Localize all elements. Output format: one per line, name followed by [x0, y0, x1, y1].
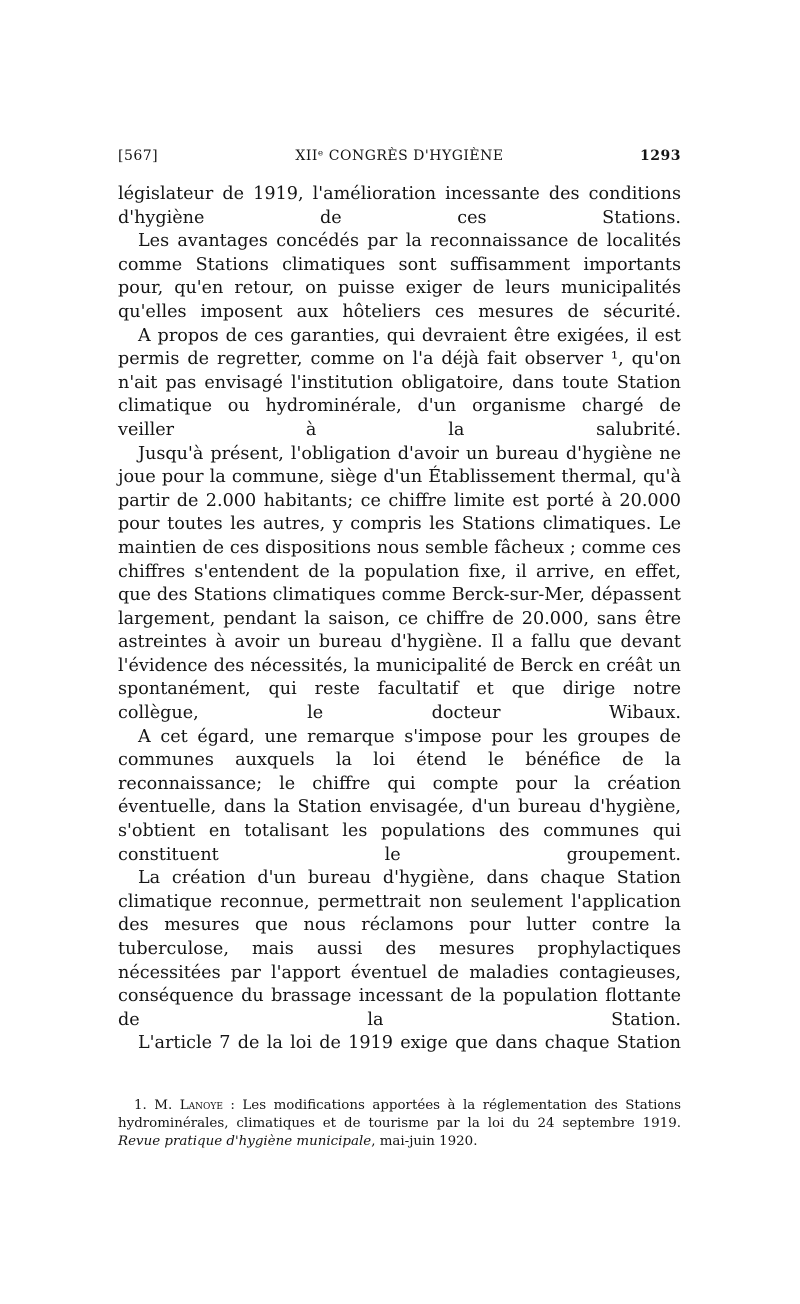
- footnote: [118, 1097, 681, 1151]
- body-text: [118, 183, 681, 1056]
- paragraph: Les avantages concédés par la reconnaissance de localités comme Stations climatiques sont suffisamment importants pour, qu'en retour, on puisse exiger de leurs municipalités qu'elles imposent aux hôteliers ces mesures de sécurité.: [118, 231, 681, 322]
- paragraph: A propos de ces garanties, qui devraient être exigées, il est permis de regretter, comme on l'a déjà fait observer ¹, qu'on n'ait pas envisagé l'institution obligatoire, dans toute Station climatique ou hydrominérale, d'un organisme chargé de veiller à la salubrité.: [118, 325, 681, 440]
- paragraph-continued: législateur de 1919, l'amélioration incessante des conditions d'hygiène de ces Stations.: [118, 184, 681, 228]
- footnotes: [118, 1097, 681, 1151]
- footnote-text-end: , mai-juin 1920.: [371, 1134, 478, 1149]
- page-number: 1293: [640, 148, 681, 164]
- footnote-number: 1.: [134, 1098, 147, 1113]
- paragraph-last: L'article 7 de la loi de 1919 exige que dans chaque Station: [138, 1033, 681, 1054]
- running-head: [118, 148, 681, 172]
- paragraph: La création d'un bureau d'hygiène, dans chaque Station climatique reconnue, permettrait non seulement l'application des mesures que nous réclamons pour lutter contre la tuberculose, mais aussi des mesures prophylactiques nécessitées par l'apport éventuel de maladies contagieuses, conséquence du brassage incessant de la population flottante de la Station.: [118, 868, 681, 1030]
- footnote-author: M. Lanoye: [154, 1098, 223, 1113]
- paragraph: Jusqu'à présent, l'obligation d'avoir un bureau d'hygiène ne joue pour la commune, siège d'un Établissement thermal, qu'à partir de 2.000 habitants; ce chiffre limite est porté à 20.000 pour toutes les autres, y compris les Stations climatiques. Le maintien de ces dispositions nous semble fâcheux ; comme ces chiffres s'entendent de la population fixe, il arrive, en effet, que des Stations climatiques comme Berck-sur-Mer, dépassent largement, pendant la saison, ce chiffre de 20.000, sans être astreintes à avoir un bureau d'hygiène. Il a fallu que devant l'évidence des nécessités, la municipalité de Berck en créât un spontanément, qui reste facultatif et que dirige notre collègue, le docteur Wibaux.: [118, 443, 681, 724]
- footnote-journal: Revue pratique d'hygiène municipale: [118, 1134, 372, 1149]
- footnote-text: : Les modifications apportées à la réglementation des Stations hydrominérales, climatiques et de tourisme par la loi du 24 septembre 1919.: [118, 1098, 681, 1131]
- paragraph: A cet égard, une remarque s'impose pour les groupes de communes auxquels la loi étend le bénéfice de la reconnaissance; le chiffre qui compte pour la création éventuelle, dans la Station envisagée, d'un bureau d'hygiène, s'obtient en totalisant les populations des communes qui constituent le groupement.: [118, 726, 681, 865]
- running-title: XIIᵉ CONGRÈS D'HYGIÈNE: [295, 148, 504, 164]
- page-reference: [567]: [118, 148, 159, 164]
